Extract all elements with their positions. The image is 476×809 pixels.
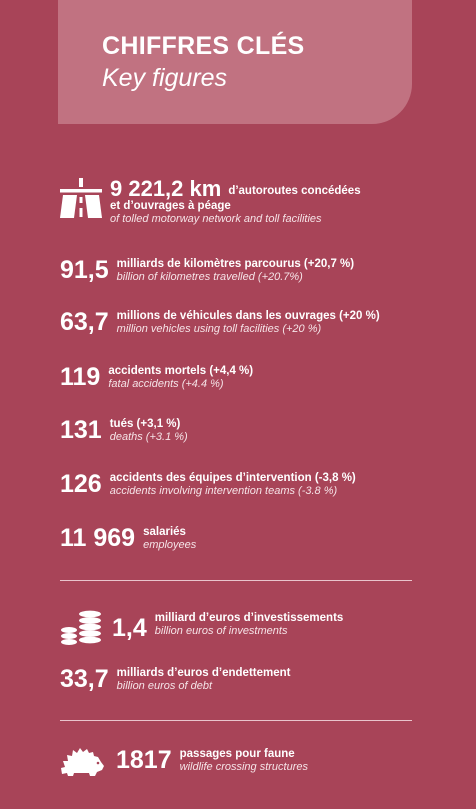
stat-fatal-accidents [60, 365, 253, 391]
stat-value: 126 [60, 470, 102, 498]
title-french: CHIFFRES CLÉS [102, 32, 305, 60]
motorway-icon [60, 178, 102, 218]
stat-vehicles [60, 310, 380, 336]
stat-label-fr: milliard d’euros d’investissements [154, 612, 344, 624]
motorway-label-en: of tolled motorway network and toll facilities [110, 213, 322, 225]
stat-label-fr: millions de véhicules dans les ouvrages (+20 %) [116, 310, 380, 322]
stat-value: 11 969 [60, 524, 136, 552]
stat-kilometres [60, 258, 354, 284]
stat-wildlife [60, 748, 308, 778]
stat-label-en: fatal accidents (+4.4 %) [108, 378, 224, 390]
coins-icon [60, 610, 104, 646]
stat-label-fr: milliards de kilomètres parcourus (+20,7 %) [116, 258, 355, 270]
divider [60, 720, 412, 721]
stat-debt [60, 667, 291, 693]
stat-label-fr: tués (+3,1 %) [109, 418, 181, 430]
stat-value: 33,7 [60, 665, 109, 693]
stat-value: 91,5 [60, 256, 109, 284]
stat-value: 131 [60, 416, 102, 444]
header-panel [58, 0, 412, 124]
stat-value: 63,7 [60, 308, 109, 336]
title-english: Key figures [102, 64, 228, 92]
stat-label-en: employees [143, 539, 197, 551]
stat-label-fr: passages pour faune [179, 748, 295, 760]
stat-label-en: million vehicles using toll facilities (+20 %) [116, 323, 322, 335]
stat-label-fr: accidents mortels (+4,4 %) [108, 365, 254, 377]
divider [60, 580, 412, 581]
stat-label-en: accidents involving intervention teams (-3.8 %) [109, 485, 338, 497]
stat-value: 119 [60, 363, 101, 391]
stat-employees [60, 526, 196, 552]
stat-label-fr: accidents des équipes d’intervention (-3,8 %) [109, 472, 356, 484]
stat-team-accidents [60, 472, 356, 498]
stat-label-fr: salariés [143, 526, 186, 538]
stat-value: 1,4 [112, 614, 147, 642]
stat-label-en: deaths (+3.1 %) [109, 431, 188, 443]
stat-label-en: billion euros of investments [154, 625, 288, 637]
hedgehog-icon [60, 748, 104, 778]
stat-investments [60, 610, 343, 646]
stat-label-en: wildlife crossing structures [179, 761, 308, 773]
motorway-label-fr-2: et d’ouvrages à péage [110, 200, 231, 212]
stat-label-en: billion euros of debt [116, 680, 213, 692]
stat-deaths [60, 418, 188, 444]
stat-label-fr: milliards d’euros d’endettement [116, 667, 291, 679]
motorway-label-fr-1: d’autoroutes concédées [228, 185, 361, 197]
stat-motorway [60, 178, 361, 226]
motorway-value: 9 221,2 km [110, 176, 222, 201]
stat-value: 1817 [116, 746, 172, 774]
stat-label-en: billion of kilometres travelled (+20.7%) [116, 271, 303, 283]
